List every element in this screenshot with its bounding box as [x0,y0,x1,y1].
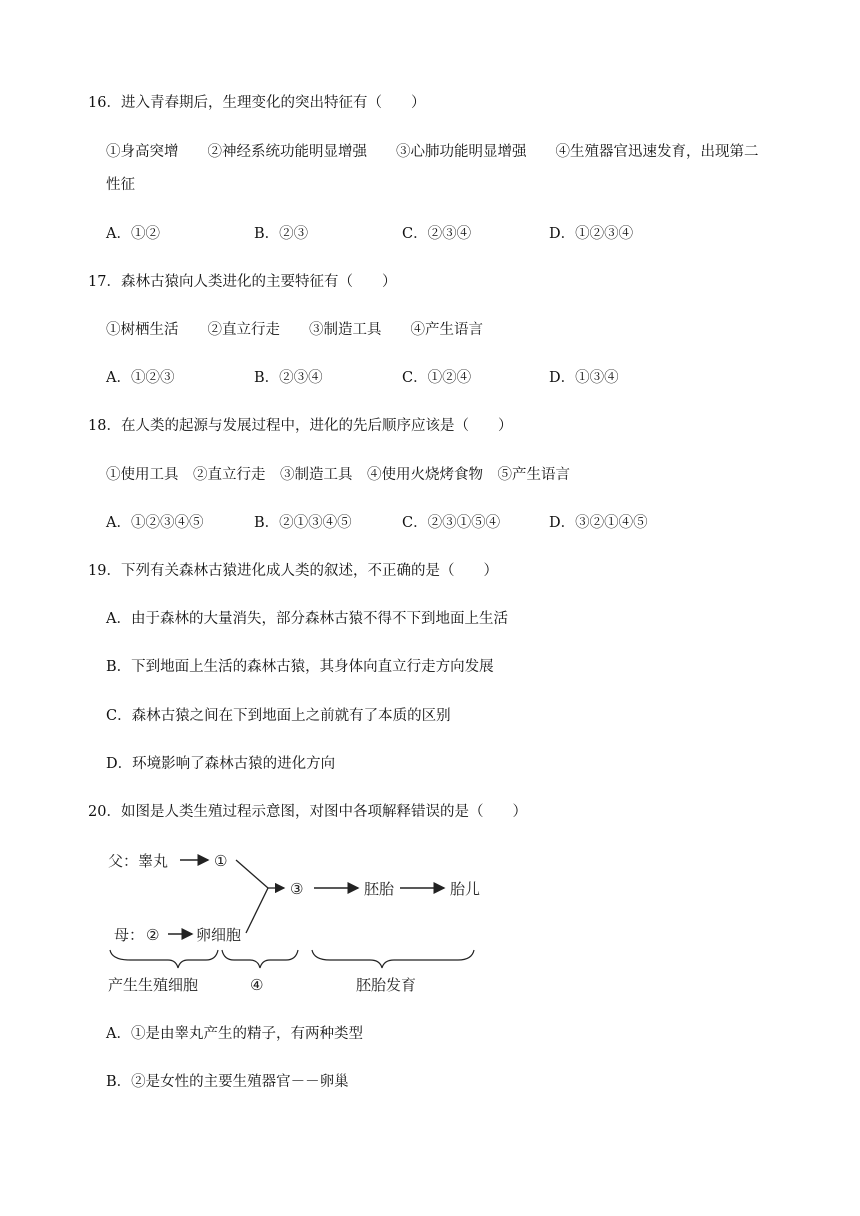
q16-stem: 16．进入青春期后，生理变化的突出特征有（ ） [88,95,426,111]
q16-items-line1: ①身高突增 ②神经系统功能明显增强 ③心肺功能明显增强 ④生殖器官迅速发育，出现第二 [106,144,759,160]
q18-stem: 18．在人类的起源与发展过程中，进化的先后顺序应该是（ ） [88,418,513,434]
q18-option-b[interactable]: B．②①③④⑤ [254,515,352,531]
diagram-embryo: 胚胎 [364,880,395,898]
diagram-circle-2: ② [146,926,160,944]
q18-option-c[interactable]: C．②③①⑤④ [402,515,501,531]
q17-items: ①树栖生活 ②直立行走 ③制造工具 ④产生语言 [106,322,483,338]
q19-option-b[interactable]: B．下到地面上生活的森林古猿，其身体向直立行走方向发展 [106,659,494,675]
diagram-label-circle-4: ④ [250,976,264,994]
q17-option-d[interactable]: D．①③④ [549,370,619,386]
q16-option-d[interactable]: D．①②③④ [549,226,634,242]
q16-option-c[interactable]: C．②③④ [402,226,472,242]
q19-option-c[interactable]: C．森林古猿之间在下到地面上之前就有了本质的区别 [106,708,451,724]
diagram-fetus: 胎儿 [450,880,481,898]
brace-embryo-development [312,950,474,968]
brace-fertilization [222,950,298,968]
line-sperm-to-fusion [236,860,268,888]
q18-option-a[interactable]: A．①②③④⑤ [106,515,204,531]
q20-option-a[interactable]: A．①是由睾丸产生的精子，有两种类型 [106,1026,363,1042]
diagram-label-gametes: 产生生殖细胞 [108,976,199,994]
q18-items: ①使用工具 ②直立行走 ③制造工具 ④使用火烧烤食物 ⑤产生语言 [106,467,570,483]
line-egg-to-fusion [246,888,268,933]
q17-option-a[interactable]: A．①②③ [106,370,175,386]
brace-gamete-production [110,950,218,968]
q16-option-a[interactable]: A．①② [106,226,160,242]
q19-option-d[interactable]: D．环境影响了森林古猿的进化方向 [106,756,336,772]
q20-stem: 20．如图是人类生殖过程示意图，对图中各项解释错误的是（ ） [88,804,527,820]
q19-option-a[interactable]: A．由于森林的大量消失，部分森林古猿不得不下到地面上生活 [106,611,508,627]
diagram-father-label: 父：睾丸 [108,852,169,870]
diagram-egg: 卵细胞 [196,926,242,944]
q16-option-b[interactable]: B．②③ [254,226,309,242]
q19-stem: 19．下列有关森林古猿进化成人类的叙述，不正确的是（ ） [88,563,498,579]
q16-items-line2: 性征 [106,177,135,193]
q17-option-c[interactable]: C．①②④ [402,370,472,386]
diagram-circle-3: ③ [290,880,304,898]
diagram-circle-1: ① [214,852,228,870]
q18-option-d[interactable]: D．③②①④⑤ [549,515,648,531]
q17-stem: 17．森林古猿向人类进化的主要特征有（ ） [88,274,397,290]
q20-option-b[interactable]: B．②是女性的主要生殖器官－－卵巢 [106,1074,349,1090]
diagram-mother-label: 母： [114,926,145,944]
diagram-label-development: 胚胎发育 [356,976,417,994]
q17-option-b[interactable]: B．②③④ [254,370,323,386]
reproduction-diagram [100,838,500,998]
